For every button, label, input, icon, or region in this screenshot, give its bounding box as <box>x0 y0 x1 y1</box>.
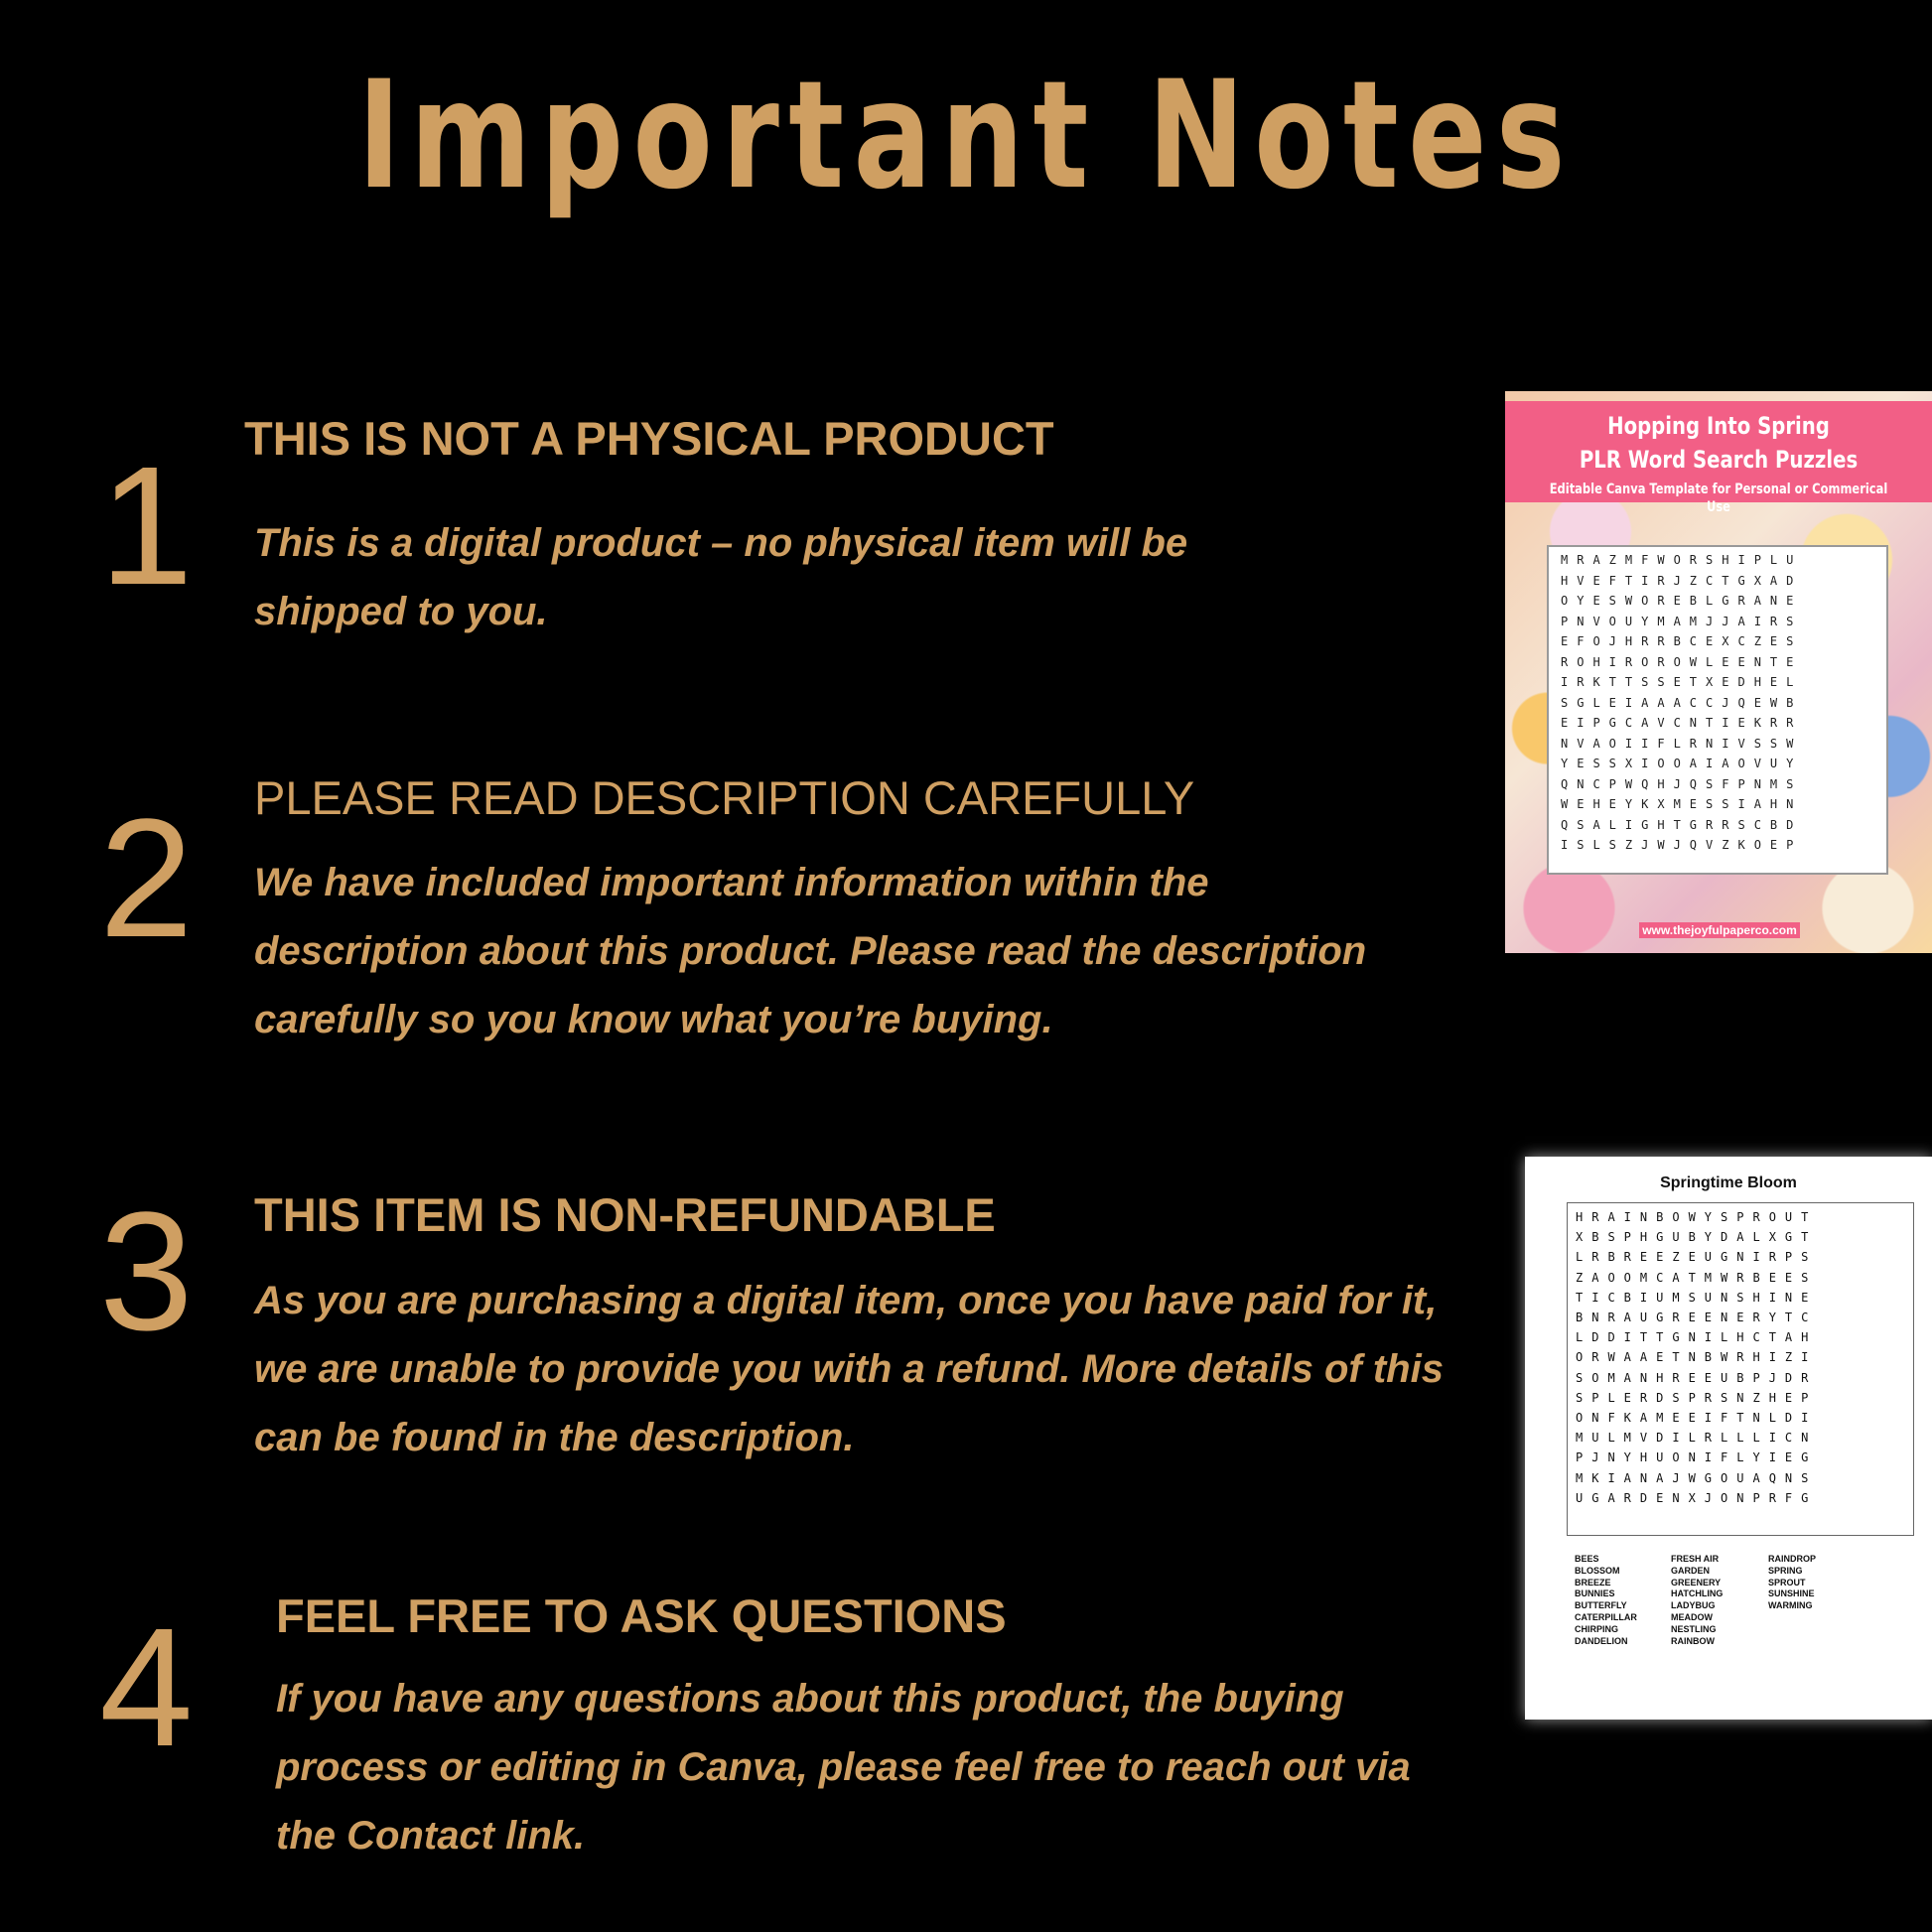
word-list-item: CHIRPING <box>1575 1623 1619 1634</box>
word-list-item: MEADOW <box>1671 1611 1713 1622</box>
note-heading-4: FEEL FREE TO ASK QUESTIONS <box>276 1589 1007 1642</box>
word-list-col2 <box>1671 1554 1723 1647</box>
cover-word-grid: MRAZMFWORSHIPLU HVEFTIRJZCTGXAD OYESWOREBLGRANE PNVOUYMAMJJAIRS EFOJHRRBCEXCZES ROHIROROWLEENTE IRKTTSSETXEDHEL SGLEIAAACCJQEWB EIPGCAVCNTIEKRR NVAOIIFLRNIVSSW YESSXIOOAIAOVUY QNCPWQHJQSFPNMS WEHEYKXMESSIAHN QSALIGHTGRRSCBD ISLSZJWJQVZKOEP <box>1547 545 1888 875</box>
word-list-item: FRESH AIR <box>1671 1554 1720 1564</box>
word-list-item: RAINDROP <box>1768 1554 1817 1564</box>
puzzle-word-grid: HRAINBOWYSPROUT XBSPHGUBYDALXGT LRBREEZEUGNIRPS ZAOOMCATMWRBEES TICBIUMSUNSHINE BNRAUGREENERYTC LDDITTGNILHCTAH ORWAAETNBWRHIZI SOMANHREEUBPJDR SPLERDSPRSNZHEP ONFKAMEEIFTNLDI MULMVDILRLLLICN PJNYHUONIFLYIEG MKIANAJWGOUAQNS UGARDENXJONPRFG <box>1567 1202 1914 1536</box>
word-list-col1 <box>1575 1554 1637 1647</box>
cover-subtitle: Editable Canva Template for Personal or Commerical Use <box>1549 482 1888 515</box>
word-list-item: SPROUT <box>1768 1577 1806 1587</box>
note-body-1: This is a digital product – no physical item will be shipped to you. <box>254 521 1188 633</box>
word-list-item: GREENERY <box>1671 1577 1722 1587</box>
word-list-item: BUTTERFLY <box>1575 1600 1627 1611</box>
word-list-item: GARDEN <box>1671 1565 1711 1576</box>
cover-banner <box>1505 401 1932 515</box>
puzzle-page-image <box>1525 1157 1932 1720</box>
note-number-3: 3 <box>99 1177 194 1366</box>
puzzle-title: Springtime Bloom <box>1660 1174 1797 1191</box>
word-list-item: SPRING <box>1768 1565 1803 1576</box>
word-list-item: WARMING <box>1768 1600 1813 1611</box>
note-number-4: 4 <box>99 1593 194 1782</box>
note-heading-2: PLEASE READ DESCRIPTION CAREFULLY <box>254 771 1195 824</box>
cover-url: www.thejoyfulpaperco.com <box>1639 922 1800 938</box>
word-list-col3 <box>1768 1554 1816 1612</box>
word-list-item: BREEZE <box>1575 1577 1611 1587</box>
note-number-2: 2 <box>99 784 194 973</box>
page-title: Important Notes <box>357 50 1575 222</box>
cover-title-line2: PLR Word Search Puzzles <box>1579 446 1859 474</box>
word-list-item: CATERPILLAR <box>1575 1611 1637 1622</box>
word-list-item: DANDELION <box>1575 1635 1628 1646</box>
note-body-2: We have included important information within the description about this product. Please read the description carefully so you know what you’re buying. <box>254 861 1367 1041</box>
note-body-3: As you are purchasing a digital item, once you have paid for it, we are unable to provide you with a refund. More details of this can be found in the description. <box>254 1279 1444 1459</box>
product-cover-image <box>1505 391 1932 953</box>
word-list-item: BLOSSOM <box>1575 1565 1620 1576</box>
word-list-item: RAINBOW <box>1671 1635 1715 1646</box>
word-list-item: BUNNIES <box>1575 1588 1615 1599</box>
note-number-1: 1 <box>99 432 194 621</box>
word-list-item: SUNSHINE <box>1768 1588 1815 1599</box>
word-list-item: NESTLING <box>1671 1623 1717 1634</box>
word-list-item: LADYBUG <box>1671 1600 1716 1611</box>
note-heading-1: THIS IS NOT A PHYSICAL PRODUCT <box>244 412 1054 465</box>
note-body-4: If you have any questions about this product, the buying process or editing in Canva, please feel free to reach out via the Contact link. <box>276 1677 1411 1858</box>
note-heading-3: THIS ITEM IS NON-REFUNDABLE <box>254 1188 996 1241</box>
word-list-item: HATCHLING <box>1671 1588 1724 1599</box>
cover-title-line1: Hopping Into Spring <box>1607 412 1830 440</box>
word-list-item: BEES <box>1575 1554 1599 1564</box>
